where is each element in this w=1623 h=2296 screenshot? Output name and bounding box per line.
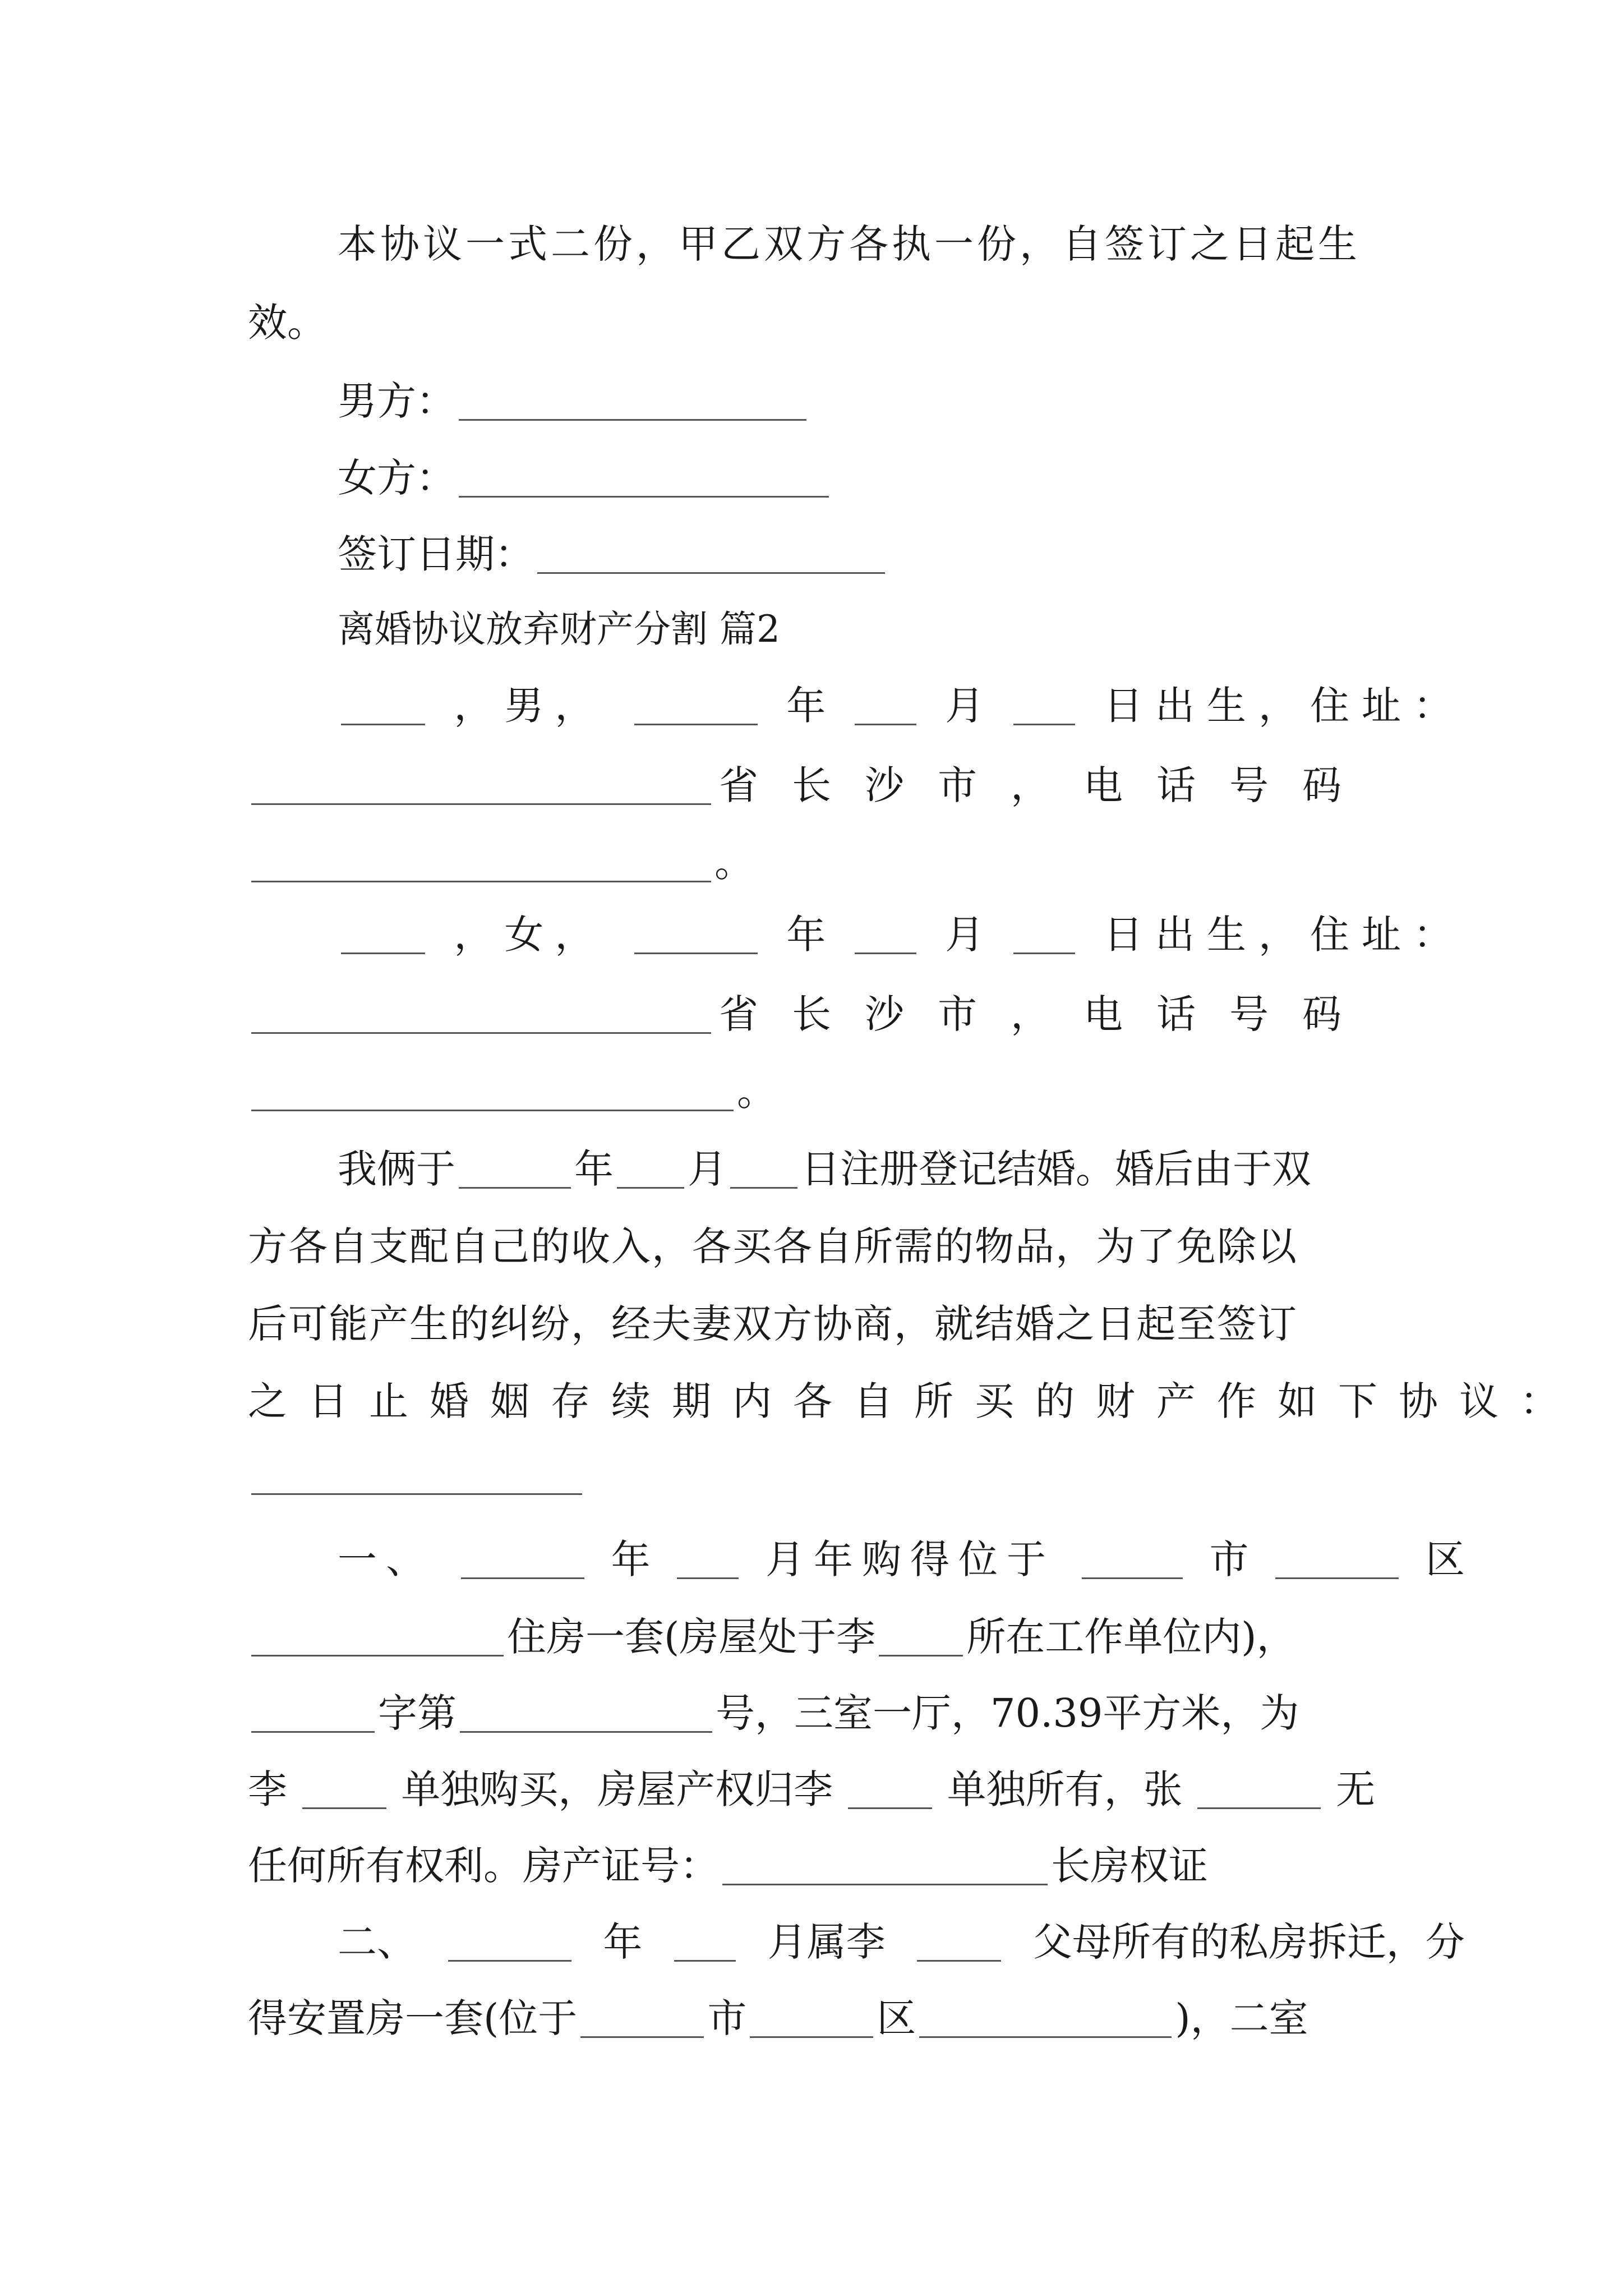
sign-date-line bbox=[248, 515, 1465, 593]
text: 字第 bbox=[378, 1690, 457, 1736]
cert-number-blank[interactable] bbox=[460, 1694, 712, 1733]
paragraph-marriage-line4 bbox=[248, 1362, 1580, 1441]
year-blank[interactable] bbox=[448, 1923, 571, 1962]
text: 月年购得位于 bbox=[766, 1536, 1055, 1582]
text: 单独所有，张 bbox=[947, 1766, 1183, 1812]
text: 月属李 bbox=[767, 1919, 886, 1965]
text: 父母所有的私房拆迁，分 bbox=[1032, 1919, 1465, 1965]
text: 李 bbox=[248, 1766, 287, 1812]
male-blank[interactable] bbox=[459, 382, 806, 421]
woman-info-line1 bbox=[248, 895, 1465, 974]
day-blank[interactable] bbox=[1013, 915, 1075, 954]
text: 方各自支配自己的收入，各买各自所需的物品，为了免除以 bbox=[248, 1223, 1298, 1269]
cert-prefix-blank[interactable] bbox=[251, 1694, 375, 1733]
day-blank[interactable] bbox=[1013, 687, 1075, 725]
item2-line1 bbox=[248, 1903, 1465, 1981]
address-blank[interactable] bbox=[251, 766, 711, 805]
text: 月 bbox=[945, 683, 985, 729]
text: 年 bbox=[786, 683, 826, 729]
item1-line5 bbox=[248, 1826, 1375, 1905]
address-blank[interactable] bbox=[919, 1999, 1172, 2038]
agreement-blank[interactable] bbox=[251, 1456, 582, 1495]
text: 。 bbox=[714, 840, 754, 886]
month-blank[interactable] bbox=[855, 915, 916, 954]
name-blank[interactable] bbox=[879, 1618, 963, 1657]
paragraph-marriage-line2 bbox=[248, 1207, 1375, 1286]
text: 后可能产生的纠纷，经夫妻双方协商，就结婚之日起至签订 bbox=[248, 1301, 1298, 1347]
text: 日出生，住址： bbox=[1103, 683, 1465, 729]
address-blank[interactable] bbox=[251, 1618, 504, 1657]
text: 我俩于 bbox=[338, 1146, 455, 1192]
text: 无 bbox=[1335, 1766, 1375, 1812]
text: 省长沙市，电话号码 bbox=[719, 991, 1375, 1037]
year-blank[interactable] bbox=[634, 687, 758, 725]
name-blank[interactable] bbox=[302, 1770, 386, 1809]
month-blank[interactable] bbox=[855, 687, 916, 725]
year-blank[interactable] bbox=[634, 915, 758, 954]
male-signature-line bbox=[248, 362, 1465, 440]
name-blank[interactable] bbox=[848, 1770, 932, 1809]
man-info-line2 bbox=[248, 746, 1375, 825]
name-blank[interactable] bbox=[917, 1923, 1001, 1962]
text: 一、 bbox=[338, 1536, 434, 1582]
text: 省长沙市，电话号码 bbox=[719, 762, 1375, 808]
man-info-line1 bbox=[248, 666, 1465, 745]
heading-text: 离婚协议放弃财产分割 篇2 bbox=[338, 608, 780, 651]
section-heading bbox=[248, 590, 1465, 669]
text: 任何所有权利。房产证号： bbox=[248, 1843, 719, 1889]
item1-line3 bbox=[248, 1674, 1375, 1752]
date-label: 签订日期： bbox=[338, 531, 534, 577]
text: 号，三室一厅，70.39平方米，为 bbox=[716, 1690, 1299, 1736]
text: 日出生，住址： bbox=[1103, 912, 1465, 958]
text: 日注册登记结婚。婚后由于双 bbox=[801, 1146, 1311, 1192]
phone-blank[interactable] bbox=[251, 844, 711, 882]
man-info-line3 bbox=[248, 823, 1375, 902]
city-blank[interactable] bbox=[1082, 1540, 1183, 1579]
item1-line2 bbox=[248, 1598, 1375, 1676]
year-blank[interactable] bbox=[461, 1540, 584, 1579]
item1-line1 bbox=[248, 1520, 1465, 1599]
female-signature-line bbox=[248, 439, 1465, 517]
text: 单独购买，房屋产权归李 bbox=[401, 1766, 833, 1812]
text: ，女， bbox=[454, 912, 606, 958]
text: 之日止婚姻存续期内各自所买的财产作如下协议： bbox=[248, 1378, 1580, 1424]
text: 效。 bbox=[248, 300, 326, 346]
text: 住房一套(房屋处于李 bbox=[507, 1614, 876, 1660]
text: 区 bbox=[877, 1995, 916, 2041]
property-cert-blank[interactable] bbox=[722, 1847, 1048, 1885]
text: 年 bbox=[786, 912, 826, 958]
female-blank[interactable] bbox=[459, 459, 829, 498]
male-label: 男方： bbox=[338, 378, 455, 424]
text: 二、 bbox=[338, 1919, 416, 1965]
text: 所在工作单位内)， bbox=[966, 1614, 1296, 1660]
text: 长房权证 bbox=[1051, 1843, 1208, 1889]
paragraph-effect-line1 bbox=[248, 205, 1465, 283]
text: 区 bbox=[1426, 1536, 1465, 1582]
paragraph-marriage-line3 bbox=[248, 1285, 1375, 1363]
woman-info-line3 bbox=[248, 1052, 1375, 1131]
city-blank[interactable] bbox=[580, 1999, 704, 2038]
text: 得安置房一套(位于 bbox=[248, 1995, 578, 2041]
text: 年 bbox=[603, 1919, 643, 1965]
paragraph-marriage-line5 bbox=[248, 1436, 1375, 1515]
address-blank[interactable] bbox=[251, 995, 711, 1034]
paragraph-marriage-line1 bbox=[248, 1130, 1465, 1208]
item2-line2 bbox=[248, 1979, 1375, 2058]
paragraph-effect-line2 bbox=[248, 283, 1375, 362]
name-blank[interactable] bbox=[1197, 1770, 1321, 1809]
man-name-blank[interactable] bbox=[341, 687, 425, 725]
district-blank[interactable] bbox=[1275, 1540, 1399, 1579]
text: 月 bbox=[945, 912, 985, 958]
month-blank[interactable] bbox=[677, 1540, 739, 1579]
date-blank[interactable] bbox=[537, 535, 885, 574]
month-blank[interactable] bbox=[674, 1923, 736, 1962]
text: 。 bbox=[737, 1069, 776, 1115]
female-label: 女方： bbox=[338, 455, 455, 501]
year-blank[interactable] bbox=[459, 1150, 571, 1189]
text: 市 bbox=[707, 1995, 747, 2041]
text: 本协议一式二份，甲乙双方各执一份，自签订之日起生 bbox=[338, 221, 1361, 267]
district-blank[interactable] bbox=[750, 1999, 873, 2038]
text: 年 bbox=[611, 1536, 651, 1582]
woman-name-blank[interactable] bbox=[341, 915, 425, 954]
text: 月 bbox=[688, 1146, 727, 1192]
text: )，二室 bbox=[1175, 1995, 1308, 2041]
phone-blank[interactable] bbox=[251, 1073, 734, 1111]
woman-info-line2 bbox=[248, 975, 1375, 1053]
item1-line4 bbox=[248, 1750, 1375, 1829]
text: 市 bbox=[1209, 1536, 1249, 1582]
text: ，男， bbox=[454, 683, 606, 729]
text: 年 bbox=[574, 1146, 614, 1192]
month-blank[interactable] bbox=[617, 1150, 684, 1189]
day-blank[interactable] bbox=[730, 1150, 797, 1189]
